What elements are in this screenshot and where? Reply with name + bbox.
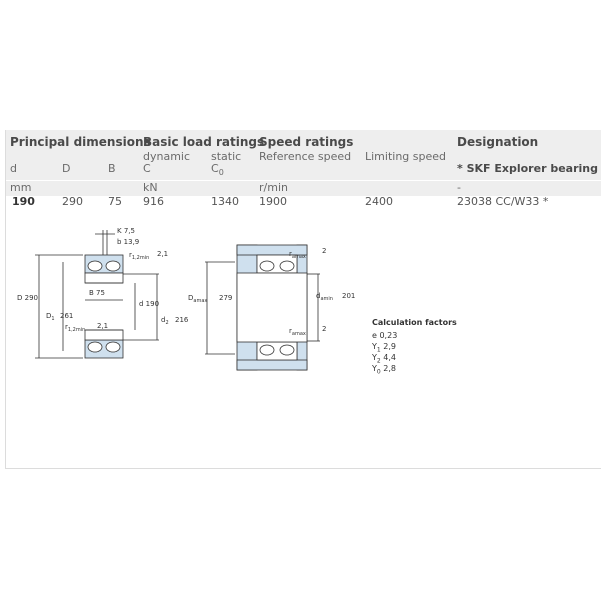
drawing1-d2: $d_2$	[161, 316, 169, 326]
header-designation: Designation	[457, 135, 539, 149]
subheader-static: static	[211, 150, 242, 163]
drawing1-r-top-val: 2,1	[157, 250, 169, 258]
drawing1-d: d 190	[139, 300, 160, 308]
subheader-explorer: * SKF Explorer bearing	[457, 162, 598, 175]
row-C: 916	[143, 195, 164, 208]
unit-rpm: r/min	[259, 181, 288, 194]
calc-Y0: $Y_0$ 2,8	[372, 364, 396, 376]
row-C0: 1340	[211, 195, 239, 208]
subheader-d: d	[10, 162, 17, 175]
drawing1-r-top: $r_{1,2min}$	[129, 251, 150, 261]
unit-mm: mm	[10, 181, 32, 194]
drawing1-b: b 13,9	[117, 238, 140, 246]
subheader-B: B	[108, 162, 116, 175]
calc-e: e 0,23	[372, 331, 398, 340]
row-d: 190	[12, 195, 35, 208]
subheader-D: D	[62, 162, 71, 175]
subheader-C0: $C_0$	[211, 162, 224, 178]
drawing1-D1: $D_1$	[46, 312, 55, 322]
unit-dash: -	[457, 181, 461, 194]
subheader-dynamic: dynamic	[143, 150, 191, 163]
row-designation: 23038 CC/W33 *	[457, 195, 549, 208]
calc-title: Calculation factors	[372, 318, 457, 327]
header-basic-load-ratings: Basic load ratings	[143, 135, 265, 149]
drawing2-ra-top: $r_{amax}$	[289, 250, 306, 260]
mounting-dimension-drawing	[185, 240, 365, 375]
bearing-dimension-drawing	[17, 222, 189, 372]
drawing1-D1-val: 261	[60, 312, 74, 320]
drawing1-r-bot: $r_{1,2min}$	[65, 323, 86, 333]
calc-Y2: $Y_2$ 4,4	[372, 353, 396, 365]
drawing1-r-bot-val: 2,1	[97, 322, 109, 330]
drawing2-da-val: 201	[342, 292, 356, 300]
subheader-limiting-speed: Limiting speed	[365, 150, 447, 163]
drawing2-ra-bot: $r_{amax}$	[289, 327, 306, 337]
drawing2-Da-val: 279	[219, 294, 233, 302]
drawing1-D: D 290	[17, 294, 38, 302]
drawing2-da: $d_{amin}$	[316, 292, 333, 302]
drawing1-d2-val: 216	[175, 316, 189, 324]
header-principal-dimensions: Principal dimensions	[10, 135, 151, 149]
row-D: 290	[62, 195, 83, 208]
drawing2-Da: $D_{amax}$	[188, 294, 208, 304]
units-row	[6, 180, 601, 196]
header-speed-ratings: Speed ratings	[259, 135, 354, 149]
unit-kN: kN	[143, 181, 158, 194]
subheader-C: C	[143, 162, 151, 175]
subheader-reference-speed: Reference speed	[259, 150, 352, 163]
row-limiting-speed: 2400	[365, 195, 393, 208]
drawing2-ra-bot-val: 2	[322, 325, 327, 333]
drawing2-ra-top-val: 2	[322, 247, 327, 255]
row-reference-speed: 1900	[259, 195, 287, 208]
calc-Y1: $Y_1$ 2,9	[372, 342, 396, 354]
drawing1-B: B 75	[89, 289, 105, 297]
drawing1-K: K 7,5	[117, 227, 135, 235]
row-B: 75	[108, 195, 122, 208]
